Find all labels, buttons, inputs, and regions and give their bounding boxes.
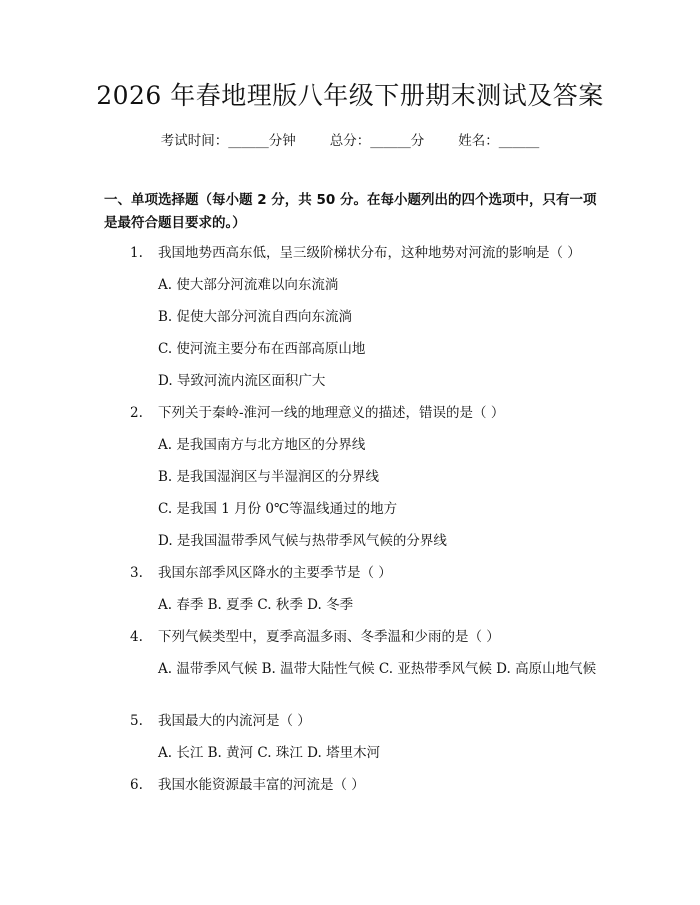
option-1c: C. 使河流主要分布在西部高原山地 bbox=[158, 341, 366, 357]
option-1d: D. 导致河流内流区面积广大 bbox=[158, 373, 326, 389]
option-1b: B. 促使大部分河流自西向东流淌 bbox=[158, 309, 353, 325]
question-stem: 我国东部季风区降水的主要季节是（ ） bbox=[158, 565, 392, 581]
question-stem: 下列气候类型中，夏季高温多雨、冬季温和少雨的是（ ） bbox=[158, 629, 500, 645]
options-3: A. 春季 B. 夏季 C. 秋季 D. 冬季 bbox=[158, 597, 354, 613]
section-heading: 一、单项选择题（每小题 2 分，共 50 分。在每小题列出的四个选项中，只有一项是最符合题目要求的。） bbox=[104, 192, 597, 231]
question-stem: 下列关于秦岭-淮河一线的地理意义的描述，错误的是（ ） bbox=[158, 405, 505, 421]
question-4 bbox=[104, 626, 604, 648]
option-2d: D. 是我国温带季风气候与热带季风气候的分界线 bbox=[158, 533, 447, 549]
question-number: 5. bbox=[130, 713, 143, 729]
question-stem: 我国最大的内流河是（ ） bbox=[158, 713, 311, 729]
page-title: 2026 年春地理版八年级下册期末测试及答案 bbox=[96, 81, 604, 110]
question-6 bbox=[104, 774, 604, 796]
option-2a: A. 是我国南方与北方地区的分界线 bbox=[158, 437, 366, 453]
question-3 bbox=[104, 562, 604, 584]
question-number: 6. bbox=[130, 777, 143, 793]
question-number: 4. bbox=[130, 629, 143, 645]
exam-meta bbox=[0, 130, 700, 152]
option-2b: B. 是我国湿润区与半湿润区的分界线 bbox=[158, 469, 380, 485]
score-field: 总分：______分 bbox=[329, 133, 425, 149]
question-1 bbox=[104, 242, 604, 264]
question-2 bbox=[104, 402, 604, 424]
question-number: 3. bbox=[130, 565, 143, 581]
question-stem: 我国水能资源最丰富的河流是（ ） bbox=[158, 777, 365, 793]
options-5: A. 长江 B. 黄河 C. 珠江 D. 塔里木河 bbox=[158, 745, 381, 761]
question-5 bbox=[104, 710, 604, 732]
question-number: 1. bbox=[130, 245, 143, 261]
time-field: 考试时间：______分钟 bbox=[160, 133, 296, 149]
question-number: 2. bbox=[130, 405, 143, 421]
option-2c: C. 是我国 1 月份 0℃等温线通过的地方 bbox=[158, 501, 398, 517]
name-field: 姓名：______ bbox=[458, 133, 540, 149]
question-stem: 我国地势西高东低，呈三级阶梯状分布，这种地势对河流的影响是（ ） bbox=[158, 245, 581, 261]
option-1a: A. 使大部分河流难以向东流淌 bbox=[158, 277, 339, 293]
options-4: A. 温带季风气候 B. 温带大陆性气候 C. 亚热带季风气候 D. 高原山地气候 bbox=[158, 661, 597, 677]
